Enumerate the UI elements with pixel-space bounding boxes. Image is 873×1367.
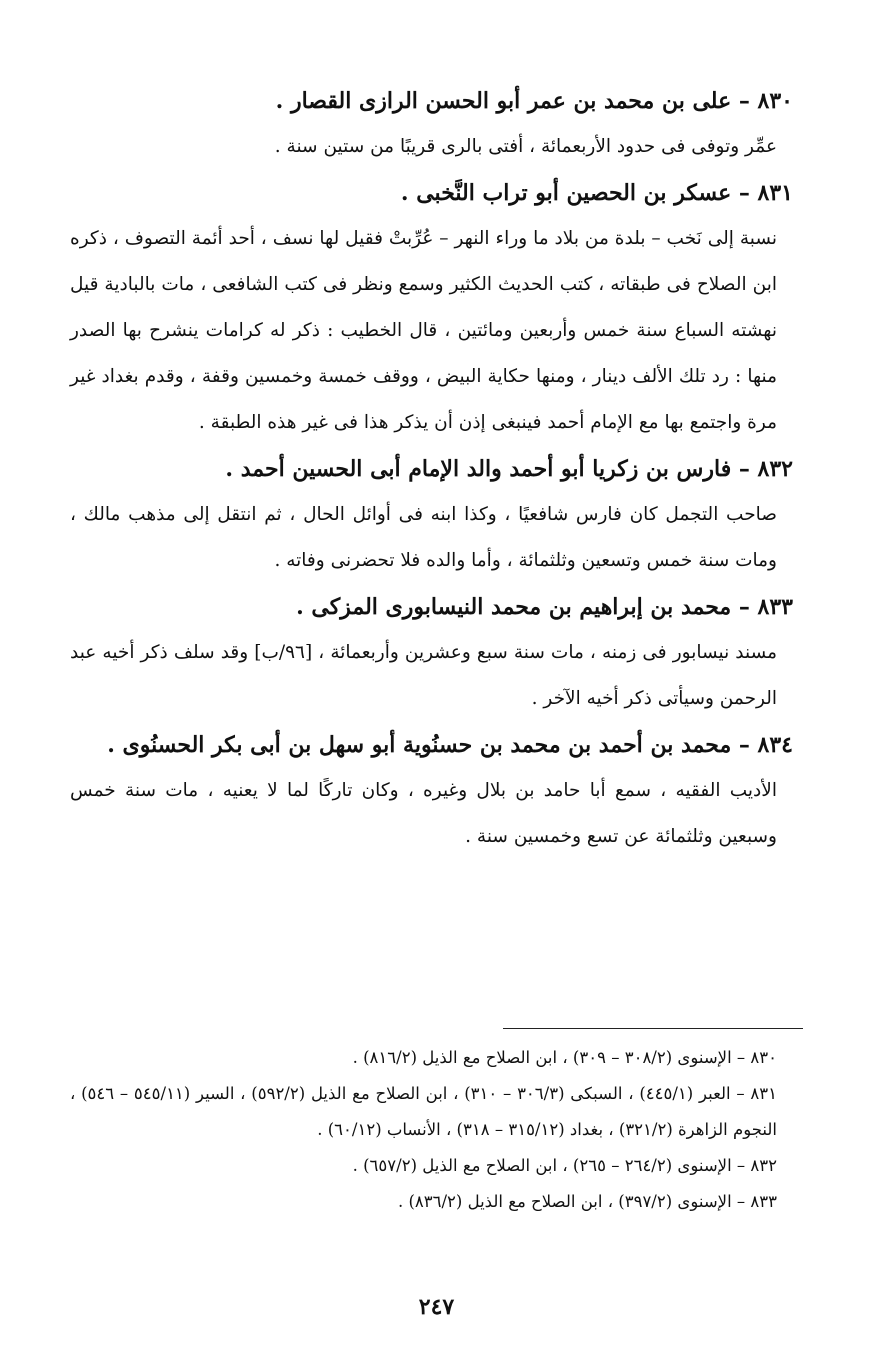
footnote-divider: [503, 1028, 803, 1029]
entry-body: مسند نيسابور فى زمنه ، مات سنة سبع وعشرين وأربعمائة ، [٩٦/ب] وقد سلف ذكر أخيه عبد الرحمن وسيأتى ذكر أخيه الآخر .: [70, 642, 777, 709]
entry-832: [70, 446, 803, 584]
entry-heading: ٨٣٠ – على بن محمد بن عمر أبو الحسن الرازى القصار .: [275, 88, 793, 114]
entry-833: [70, 584, 803, 722]
biography-entries: [70, 78, 803, 860]
entry-834: [70, 722, 803, 860]
footnote-831: ٨٣١ – العبر (٤٤٥/١) ، السبكى (٣٠٦/٣ – ٣١٠) ، ابن الصلاح مع الذيل (٥٩٢/٢) ، السير (٥٤٥/١١ – ٥٤٦) ، النجوم الزاهرة (٣٢١/٢) ، بغداد (٣١٥/١٢ – ٣١٨) ، الأنساب (٦٠/١٢) .: [70, 1084, 778, 1139]
footnotes: [70, 1040, 803, 1220]
footnote-833: ٨٣٣ – الإسنوى (٣٩٧/٢) ، ابن الصلاح مع الذيل (٨٣٦/٢) .: [397, 1192, 777, 1211]
entry-831: [70, 170, 803, 446]
entry-body: صاحب التجمل كان فارس شافعيًا ، وكذا ابنه فى أوائل الحال ، ثم انتقل إلى مذهب مالك ، ومات سنة خمس وتسعين وثلثمائة ، وأما والده فلا تحضرنى وفاته .: [70, 504, 777, 571]
footnote-830: ٨٣٠ – الإسنوى (٣٠٨/٢ – ٣٠٩) ، ابن الصلاح مع الذيل (٨١٦/٢) .: [352, 1048, 777, 1067]
entry-heading: ٨٣٤ – محمد بن أحمد بن محمد بن حسنُوية أبو سهل بن أبى بكر الحسنُوى .: [107, 732, 793, 758]
entry-heading: ٨٣١ – عسكر بن الحصين أبو تراب النَّخبى .: [400, 180, 793, 206]
book-page: [70, 78, 803, 1367]
page-number: ٢٤٧: [418, 1294, 455, 1320]
entry-body: عمِّر وتوفى فى حدود الأربعمائة ، أفتى بالرى قريبًا من ستين سنة .: [274, 136, 777, 157]
entry-heading: ٨٣٢ – فارس بن زكريا أبو أحمد والد الإمام أبى الحسين أحمد .: [225, 456, 793, 482]
entry-heading: ٨٣٣ – محمد بن إبراهيم بن محمد النيسابورى المزكى .: [296, 594, 793, 620]
entry-body: الأديب الفقيه ، سمع أبا حامد بن بلال وغيره ، وكان تاركًا لما لا يعنيه ، مات سنة خمس وسبعين وثلثمائة عن تسع وخمسين سنة .: [70, 780, 777, 847]
entry-body: نسبة إلى نَخب – بلدة من بلاد ما وراء النهر – عُرِّبتْ فقيل لها نسف ، أحد أئمة التصوف ، ذكره ابن الصلاح فى طبقاته ، كتب الحديث الكثير وسمع ونظر فى كتب الشافعى ، مات بالبادية قيل نهشته السباع سنة خمس وأربعين ومائتين ، قال الخطيب : ذكر له كرامات ينشرح بها الصدر منها : رد تلك الألف دينار ، ومنها حكاية البيض ، ووقف خمسة وخمسين وقفة ، وقدم بغداد غير مرة واجتمع بها مع الإمام أحمد فينبغى إذن أن يذكر هذا فى غير هذه الطبقة .: [70, 228, 777, 433]
entry-830: [70, 78, 803, 170]
footnote-832: ٨٣٢ – الإسنوى (٢٦٤/٢ – ٢٦٥) ، ابن الصلاح مع الذيل (٦٥٧/٢) .: [352, 1156, 777, 1175]
